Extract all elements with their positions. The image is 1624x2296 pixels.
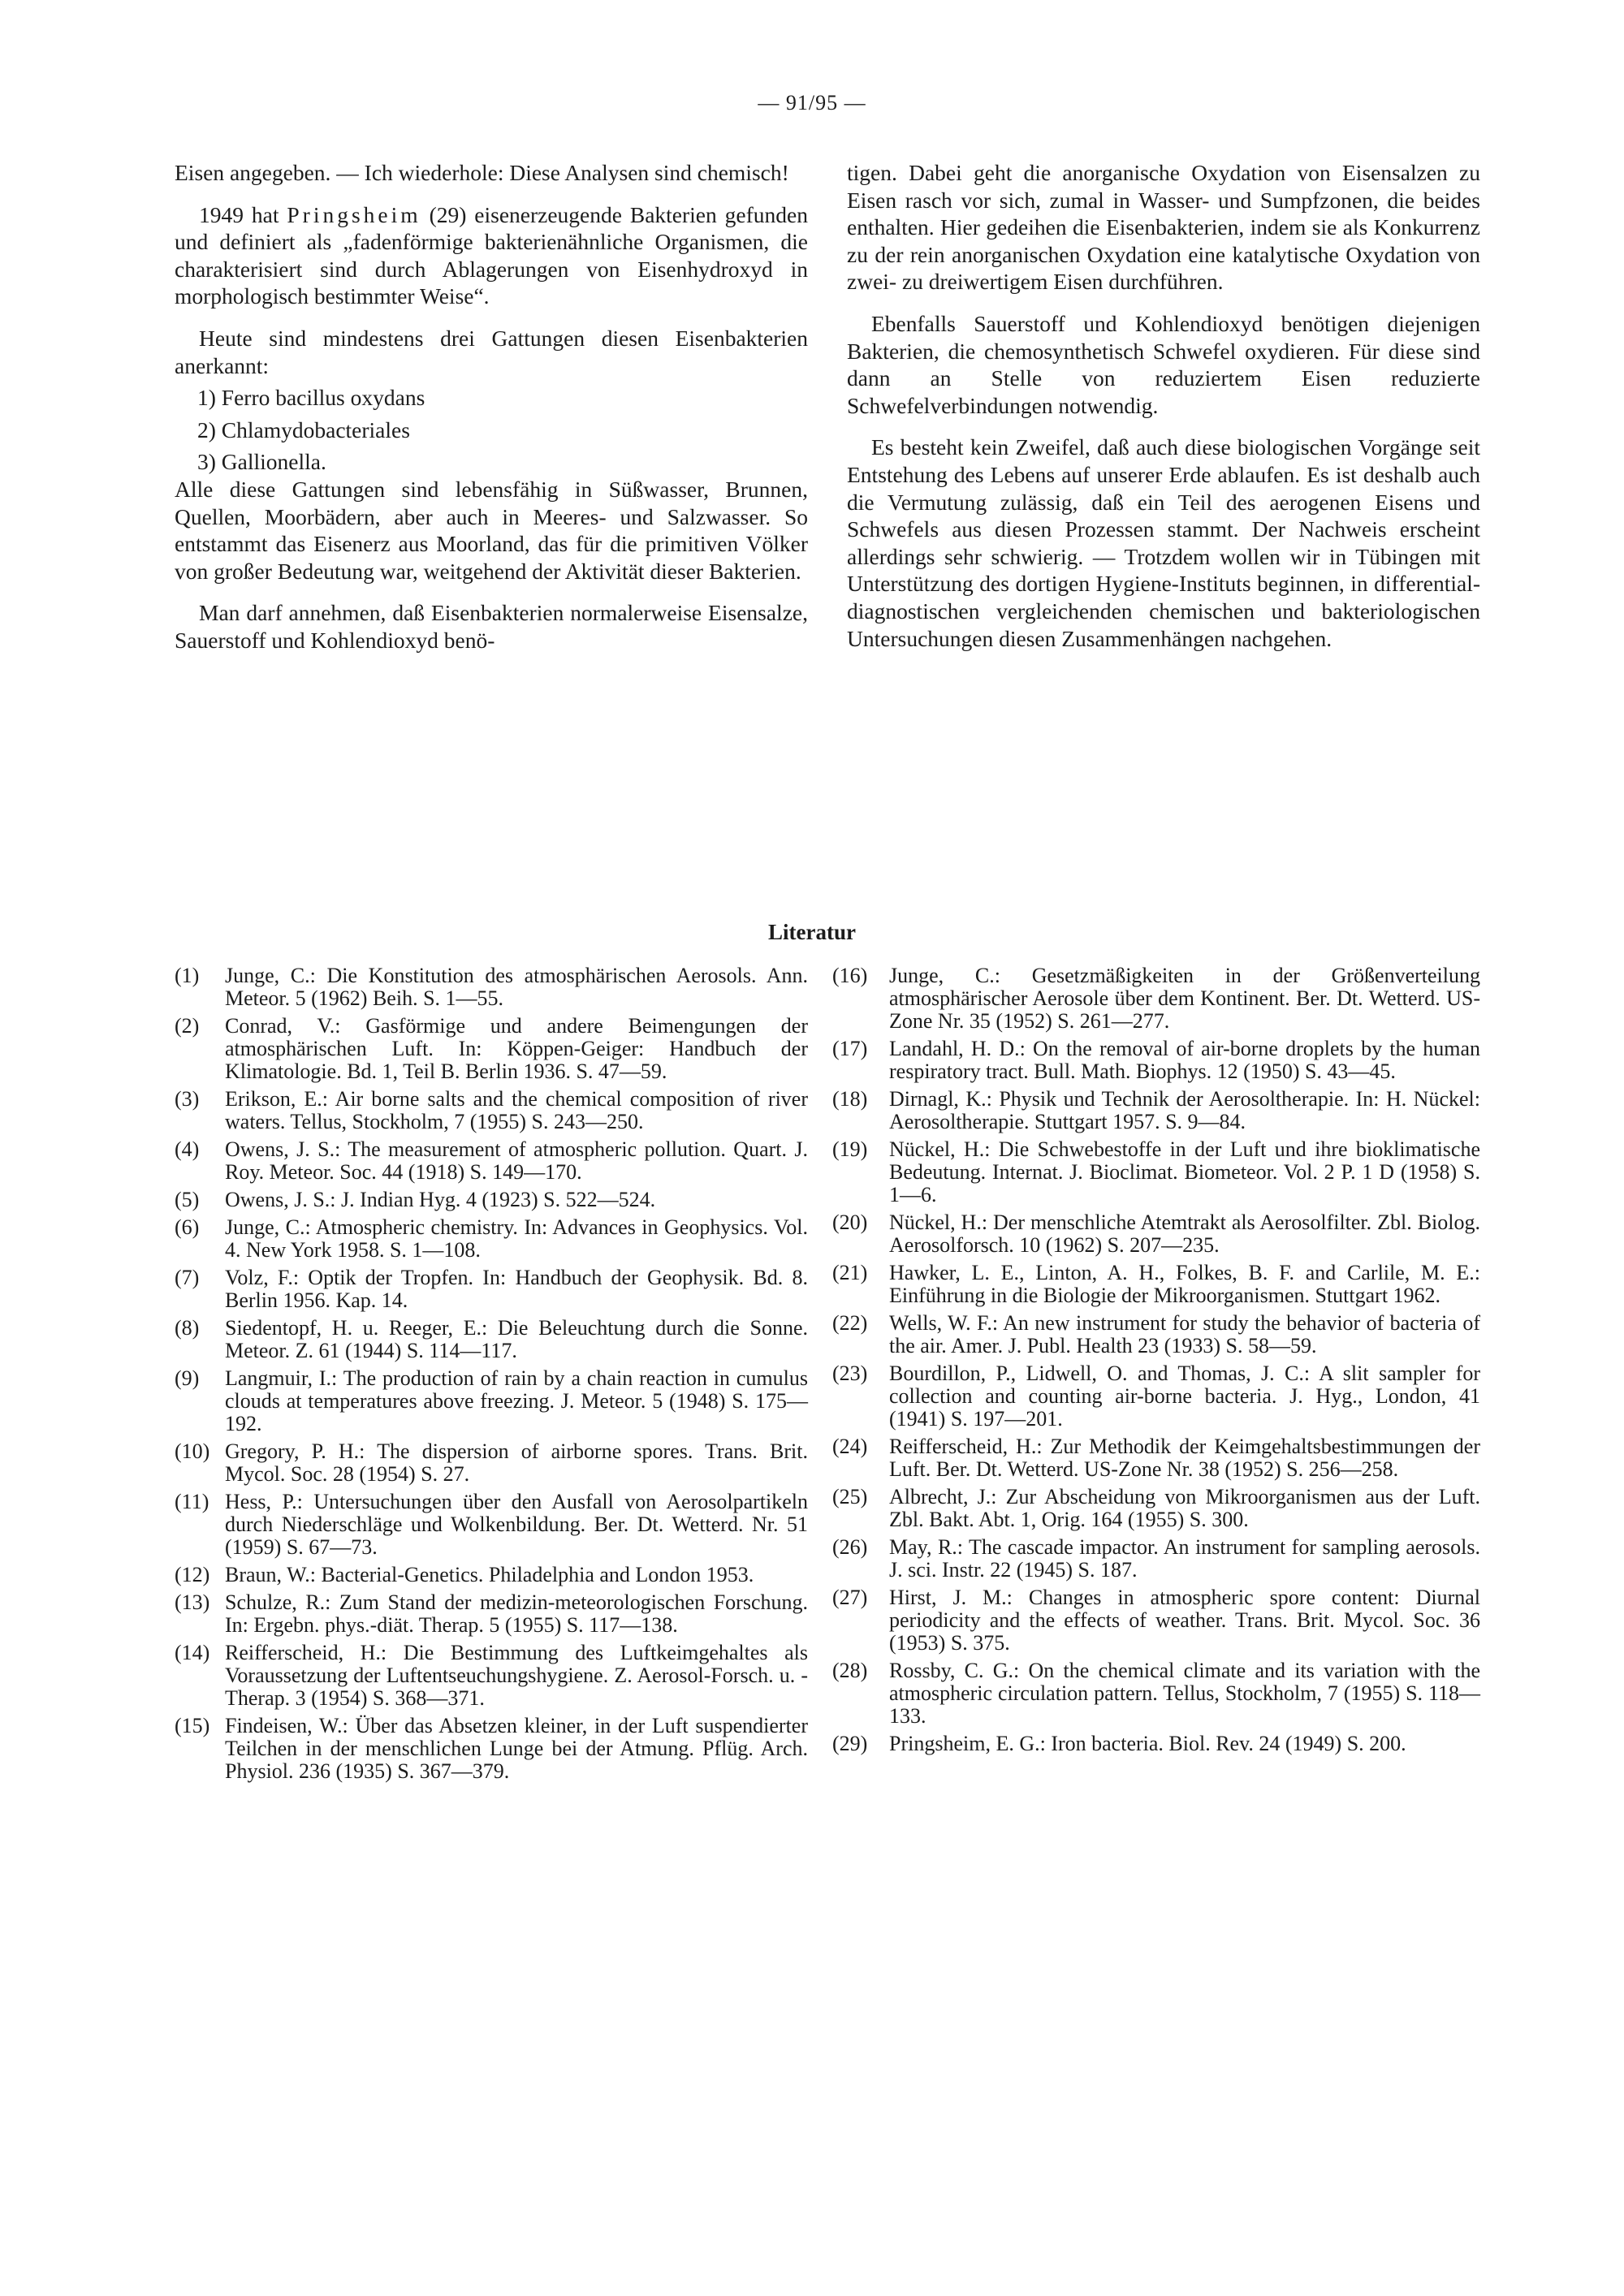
reference-text: Hirst, J. M.: Changes in atmospheric spore content: Diurnal periodicity and the effects of weather. Trans. Brit. Mycol. Soc. 36 (1953) S. 375. bbox=[889, 1586, 1480, 1655]
paragraph: Ebenfalls Sauerstoff und Kohlendioxyd benötigen diejenigen Bakterien, die chemosynthetisch Schwefel oxydieren. Für diese sind dann an Stelle von reduziertem Eisen reduzierte Schwefelverbindungen notwendig. bbox=[847, 310, 1480, 418]
reference-item bbox=[175, 1015, 808, 1083]
reference-text: Pringsheim, E. G.: Iron bacteria. Biol. Rev. 24 (1949) S. 200. bbox=[889, 1732, 1406, 1755]
reference-text: Reifferscheid, H.: Die Bestimmung des Luftkeimgehaltes als Voraussetzung der Luftentseuchungshygiene. Z. Aerosol-Forsch. u. -Therap. 3 (1954) S. 368—371. bbox=[225, 1641, 808, 1710]
reference-item bbox=[175, 1642, 808, 1710]
reference-text: Albrecht, J.: Zur Abscheidung von Mikroorganismen aus der Luft. Zbl. Bakt. Abt. 1, Orig. 164 (1955) S. 300. bbox=[889, 1485, 1480, 1531]
reference-item bbox=[832, 1733, 1480, 1755]
reference-text: Langmuir, I.: The production of rain by a chain reaction in cumulus clouds at temperatures above freezing. J. Meteor. 5 (1948) S. 175—192. bbox=[225, 1366, 808, 1435]
reference-number: (3) bbox=[175, 1087, 200, 1111]
reference-text: Nückel, H.: Der menschliche Atemtrakt als Aerosolfilter. Zbl. Biolog. Aerosolforsch. 10 (1962) S. 207—235. bbox=[889, 1211, 1480, 1257]
reference-item bbox=[832, 1211, 1480, 1257]
reference-text: May, R.: The cascade impactor. An instrument for sampling aerosols. J. sci. Instr. 22 (1945) S. 187. bbox=[889, 1535, 1480, 1582]
paragraph: Heute sind mindestens drei Gattungen diesen Eisenbakterien anerkannt: bbox=[175, 325, 808, 378]
reference-text: Rossby, C. G.: On the chemical climate and its variation with the atmospheric circulation pattern. Tellus, Stockholm, 7 (1955) S. 118—133. bbox=[889, 1659, 1480, 1728]
reference-item bbox=[832, 1586, 1480, 1655]
reference-item bbox=[175, 965, 808, 1010]
reference-item bbox=[175, 1367, 808, 1435]
reference-text: Nückel, H.: Die Schwebestoffe in der Luft und ihre bioklimatische Bedeutung. Internat. J. Bioclimat. Biometeor. Vol. 2 P. 1 D (1958) S. 1—6. bbox=[889, 1137, 1480, 1206]
reference-text: Reifferscheid, H.: Zur Methodik der Keimgehaltsbestimmungen der Luft. Ber. Dt. Wetterd. US-Zone Nr. 38 (1952) S. 256—258. bbox=[889, 1435, 1480, 1481]
list-item: 3) Gallionella. bbox=[197, 449, 326, 475]
reference-item bbox=[175, 1591, 808, 1637]
references-left-column bbox=[175, 965, 808, 1788]
reference-item bbox=[175, 1088, 808, 1133]
reference-number: (8) bbox=[175, 1316, 200, 1340]
reference-text: Owens, J. S.: The measurement of atmospheric pollution. Quart. J. Roy. Meteor. Soc. 44 (1918) S. 149—170. bbox=[225, 1137, 808, 1184]
reference-number: (15) bbox=[175, 1714, 210, 1737]
reference-text: Landahl, H. D.: On the removal of air-borne droplets by the human respiratory tract. Bull. Math. Biophys. 12 (1950) S. 43—45. bbox=[889, 1037, 1480, 1083]
reference-item bbox=[175, 1715, 808, 1783]
reference-number: (16) bbox=[832, 964, 868, 987]
reference-number: (5) bbox=[175, 1188, 200, 1211]
reference-text: Volz, F.: Optik der Tropfen. In: Handbuch der Geophysik. Bd. 8. Berlin 1956. Kap. 14. bbox=[225, 1266, 808, 1312]
reference-item bbox=[175, 1267, 808, 1312]
reference-item bbox=[175, 1440, 808, 1486]
reference-text: Junge, C.: Atmospheric chemistry. In: Advances in Geophysics. Vol. 4. New York 1958. S. 1—108. bbox=[225, 1215, 808, 1262]
reference-item bbox=[832, 1362, 1480, 1431]
paragraph: Es besteht kein Zweifel, daß auch diese biologischen Vorgänge seit Entstehung des Lebens auf unserer Erde ablaufen. Es ist deshalb auch die Vermutung zulässig, daß ein Teil des aerogenen Eisens und Schwefels aus diesen Prozessen stammt. Der Nachweis erscheint allerdings sehr schwierig. — Trotzdem wollen wir in Tübingen mit Unterstützung des dortigen Hygiene-Instituts beginnen, in differential-diagnostischen vergleichenden chemischen und bakteriologischen Untersuchungen diesen Zusammenhängen nachgehen. bbox=[847, 434, 1480, 651]
page-number: — 91/95 — bbox=[758, 91, 866, 114]
reference-number: (6) bbox=[175, 1215, 200, 1239]
reference-text: Bourdillon, P., Lidwell, O. and Thomas, J. C.: A slit sampler for collection and counting air-borne bacteria. J. Hyg., London, 41 (1941) S. 197—201. bbox=[889, 1362, 1480, 1431]
reference-number: (19) bbox=[832, 1137, 868, 1161]
reference-number: (4) bbox=[175, 1137, 200, 1161]
paragraph: tigen. Dabei geht die anorganische Oxydation von Eisensalzen zu Eisen rasch vor sich, zumal in Wasser- und Sumpfzonen, die beides enthalten. Hier gedeihen die Eisenbakterien, indem sie als Konkurrenz zu der rein anorganischen Oxydation eine katalytische Oxydation von zwei- zu dreiwertigem Eisen durchführen. bbox=[847, 160, 1480, 295]
reference-number: (25) bbox=[832, 1485, 868, 1508]
reference-number: (14) bbox=[175, 1641, 210, 1664]
reference-number: (23) bbox=[832, 1362, 868, 1385]
reference-text: Braun, W.: Bacterial-Genetics. Philadelphia and London 1953. bbox=[225, 1563, 754, 1586]
reference-text: Owens, J. S.: J. Indian Hyg. 4 (1923) S. 522—524. bbox=[225, 1188, 656, 1211]
reference-item bbox=[175, 1564, 808, 1586]
reference-item bbox=[175, 1216, 808, 1262]
reference-number: (29) bbox=[832, 1732, 868, 1755]
text-run: 1949 hat bbox=[199, 201, 287, 227]
reference-text: Findeisen, W.: Über das Absetzen kleiner, in der Luft suspendierter Teilchen in der menschlichen Lunge bei der Atmung. Pflüg. Arch. Physiol. 236 (1935) S. 367—379. bbox=[225, 1714, 808, 1783]
reference-item bbox=[832, 1262, 1480, 1307]
reference-item bbox=[175, 1138, 808, 1184]
body-right-column bbox=[847, 159, 1480, 652]
reference-item bbox=[832, 1536, 1480, 1582]
reference-number: (1) bbox=[175, 964, 200, 987]
reference-item bbox=[175, 1491, 808, 1559]
reference-item bbox=[832, 1435, 1480, 1481]
reference-item bbox=[832, 965, 1480, 1033]
reference-text: Wells, W. F.: An new instrument for study the behavior of bacteria of the air. Amer. J. Publ. Health 23 (1933) S. 58—59. bbox=[889, 1311, 1480, 1357]
reference-number: (2) bbox=[175, 1014, 200, 1038]
reference-number: (22) bbox=[832, 1311, 868, 1335]
reference-text: Dirnagl, K.: Physik und Technik der Aerosoltherapie. In: H. Nückel: Aerosoltherapie. Stuttgart 1957. S. 9—84. bbox=[889, 1087, 1480, 1133]
reference-text: Gregory, P. H.: The dispersion of airborne spores. Trans. Brit. Mycol. Soc. 28 (1954) S. 27. bbox=[225, 1439, 808, 1486]
reference-number: (11) bbox=[175, 1490, 209, 1513]
reference-item bbox=[832, 1138, 1480, 1206]
reference-item bbox=[832, 1659, 1480, 1728]
list-item: 1) Ferro bacillus oxydans bbox=[197, 385, 425, 411]
reference-number: (9) bbox=[175, 1366, 200, 1390]
reference-number: (18) bbox=[832, 1087, 868, 1111]
reference-text: Junge, C.: Gesetzmäßigkeiten in der Größenverteilung atmosphärischer Aerosole über dem Kontinent. Ber. Dt. Wetterd. US-Zone Nr. 35 (1952) S. 261—277. bbox=[889, 964, 1480, 1033]
reference-item bbox=[832, 1312, 1480, 1357]
reference-number: (17) bbox=[832, 1037, 868, 1060]
reference-text: Schulze, R.: Zum Stand der medizin-meteorologischen Forschung. In: Ergebn. phys.-diät. Therap. 5 (1955) S. 117—138. bbox=[225, 1590, 808, 1637]
reference-text: Hess, P.: Untersuchungen über den Ausfall von Aerosolpartikeln durch Niederschläge und Wolkenbildung. Ber. Dt. Wetterd. Nr. 51 (1959) S. 67—73. bbox=[225, 1490, 808, 1559]
reference-number: (24) bbox=[832, 1435, 868, 1458]
reference-number: (28) bbox=[832, 1659, 868, 1682]
reference-item bbox=[832, 1486, 1480, 1531]
reference-number: (27) bbox=[832, 1586, 868, 1609]
reference-text: Erikson, E.: Air borne salts and the chemical composition of river waters. Tellus, Stockholm, 7 (1955) S. 243—250. bbox=[225, 1087, 808, 1133]
reference-number: (12) bbox=[175, 1563, 210, 1586]
reference-text: Conrad, V.: Gasförmige und andere Beimengungen der atmosphärischen Luft. In: Köppen-Geiger: Handbuch der Klimatologie. Bd. 1, Teil B. Berlin 1936. S. 47—59. bbox=[225, 1014, 808, 1083]
author-name: Pringsheim bbox=[287, 201, 421, 227]
paragraph: Eisen angegeben. — Ich wiederhole: Diese Analysen sind chemisch! bbox=[175, 160, 789, 185]
body-left-column bbox=[175, 159, 808, 654]
references-right-column bbox=[832, 965, 1480, 1760]
reference-number: (21) bbox=[832, 1261, 868, 1284]
reference-text: Junge, C.: Die Konstitution des atmosphärischen Aerosols. Ann. Meteor. 5 (1962) Beih. S. 1—55. bbox=[225, 964, 808, 1010]
list-item: 2) Chlamydobacteriales bbox=[197, 416, 410, 442]
reference-number: (26) bbox=[832, 1535, 868, 1559]
reference-number: (7) bbox=[175, 1266, 200, 1289]
literature-heading: Literatur bbox=[768, 920, 856, 944]
reference-text: Hawker, L. E., Linton, A. H., Folkes, B. F. and Carlile, M. E.: Einführung in die Biologie der Mikroorganismen. Stuttgart 1962. bbox=[889, 1261, 1480, 1307]
reference-number: (10) bbox=[175, 1439, 210, 1463]
paragraph: Man darf annehmen, daß Eisenbakterien normalerweise Eisensalze, Sauerstoff und Kohlendioxyd benö- bbox=[175, 600, 808, 653]
paragraph: Alle diese Gattungen sind lebensfähig in Süßwasser, Brunnen, Quellen, Moorbädern, aber auch in Meeres- und Salzwasser. So entstammt das Eisenerz aus Moorland, das für die primitiven Völker von großer Bedeutung war, weitgehend der Aktivität dieser Bakterien. bbox=[175, 476, 808, 584]
reference-number: (13) bbox=[175, 1590, 210, 1614]
reference-item bbox=[832, 1038, 1480, 1083]
paragraph bbox=[175, 201, 808, 310]
text-run: (29) eisenerzeugende Bakterien gefunden und definiert als „fadenförmige bakterienähnliche Organismen, die charakterisiert sind durch Ablagerungen von Eisenhydroxyd in morphologisch bestimmter Weise“. bbox=[175, 201, 808, 309]
reference-number: (20) bbox=[832, 1211, 868, 1234]
reference-text: Siedentopf, H. u. Reeger, E.: Die Beleuchtung durch die Sonne. Meteor. Z. 61 (1944) S. 114—117. bbox=[225, 1316, 808, 1362]
reference-item bbox=[175, 1189, 808, 1211]
reference-item bbox=[175, 1317, 808, 1362]
reference-item bbox=[832, 1088, 1480, 1133]
